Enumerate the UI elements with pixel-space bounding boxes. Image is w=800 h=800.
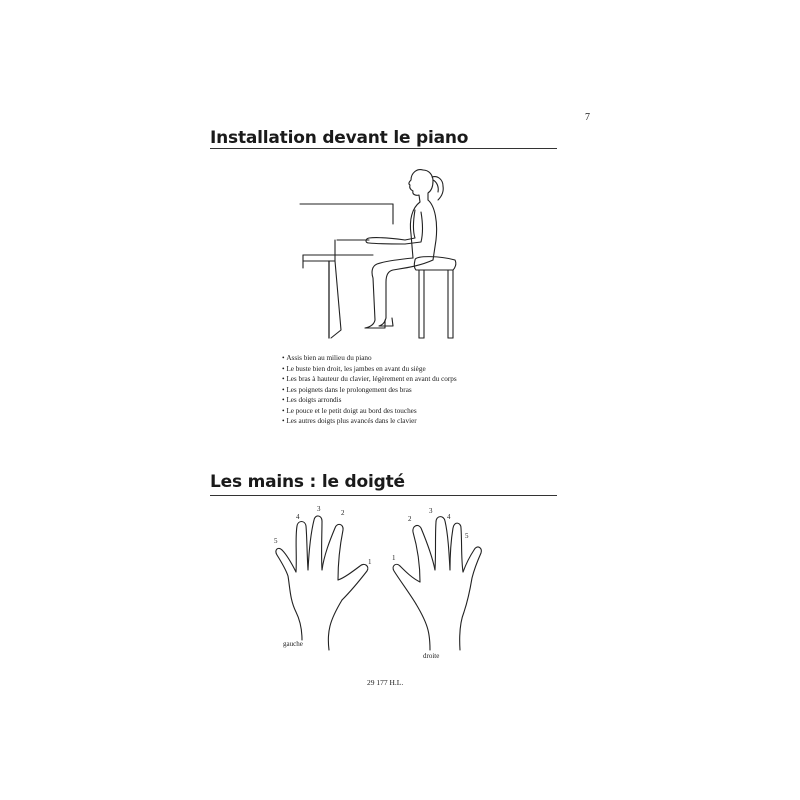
title-underline	[210, 495, 557, 496]
piano-posture-illustration	[295, 160, 475, 345]
finger-number-left-2: 2	[341, 509, 345, 517]
finger-number-left-1: 1	[368, 558, 372, 566]
posture-tips-list	[282, 353, 457, 427]
finger-number-right-5: 5	[465, 532, 469, 540]
finger-number-left-4: 4	[296, 513, 300, 521]
list-item: • Les autres doigts plus avancés dans le clavier	[282, 416, 457, 427]
page-number: 7	[585, 112, 590, 123]
finger-number-right-2: 2	[408, 515, 412, 523]
title-underline	[210, 148, 557, 149]
finger-number-right-3: 3	[429, 507, 433, 515]
right-hand-label: droite	[423, 652, 440, 660]
list-item: • Les poignets dans le prolongement des bras	[282, 385, 457, 396]
list-item: • Les bras à hauteur du clavier, légèrement en avant du corps	[282, 374, 457, 385]
list-item: • Le pouce et le petit doigt au bord des touches	[282, 406, 457, 417]
section-title-installation: Installation devant le piano	[210, 128, 469, 148]
list-item: • Assis bien au milieu du piano	[282, 353, 457, 364]
finger-number-right-1: 1	[392, 554, 396, 562]
finger-number-left-3: 3	[317, 505, 321, 513]
finger-number-right-4: 4	[447, 513, 451, 521]
section-title-fingering: Les mains : le doigté	[210, 472, 405, 492]
list-item: • Le buste bien droit, les jambes en avant du siège	[282, 364, 457, 375]
finger-number-left-5: 5	[274, 537, 278, 545]
left-hand-label: gauche	[283, 640, 303, 648]
hands-fingering-illustration	[260, 500, 500, 670]
footer-reference: 29 177 H.L.	[367, 678, 404, 687]
left-hand-drawing	[276, 516, 368, 650]
list-item: • Les doigts arrondis	[282, 395, 457, 406]
